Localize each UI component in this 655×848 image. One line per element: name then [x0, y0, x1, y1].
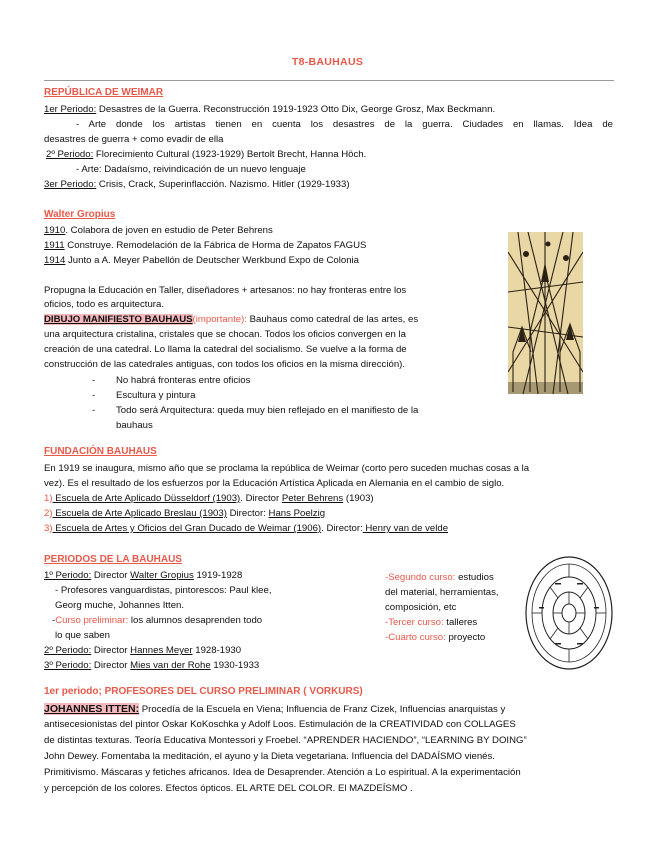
- cuarto-curso: -Cuarto curso: proyecto: [385, 632, 486, 643]
- weimar-period-1-arte-cont: desastres de guerra + como evadir de ella: [44, 134, 224, 145]
- school-2: 2) Escuela de Arte Aplicado Breslau (1903) Director: Hans Poelzig: [44, 508, 326, 519]
- gropius-heading: Walter Gropius: [44, 209, 116, 220]
- year: 1911: [44, 240, 65, 251]
- title-divider: [44, 80, 614, 81]
- page-title: T8-BAUHAUS: [291, 56, 364, 68]
- segundo-curso-cont: del material, herramientas,: [385, 587, 499, 598]
- curso-label: -Tercer curso:: [385, 617, 444, 628]
- director-name: Henry van de velde: [362, 523, 449, 534]
- itten-line-4: John Dewey. Fomentaba la meditación, el ayuno y la Dieta vegetariana. Influencia del DADAÍSMO vienés.: [44, 751, 495, 762]
- year: 1914: [44, 255, 66, 266]
- bauhaus-period-3: 3º Periodo: Director Mies van der Rohe 1930-1933: [44, 660, 260, 671]
- gropius-propugna: Propugna la Educación en Taller, diseñadores + artesanos: no hay fronteras entre los: [44, 285, 407, 296]
- period-label: 2º Periodo:: [46, 149, 94, 160]
- period-label: 1er Periodo:: [44, 104, 97, 115]
- director-name: Hans Poelzig: [268, 508, 326, 519]
- fundacion-heading: FUNDACIÓN BAUHAUS: [44, 446, 157, 457]
- segundo-curso: -Segundo curso: estudios: [385, 572, 494, 583]
- school-name: Escuela de Arte Aplicado Düsseldorf (1903): [52, 493, 241, 504]
- profesores: - Profesores vanguardistas, pintorescos: Paul klee,: [55, 585, 272, 596]
- period-text: Desastres de la Guerra. Reconstrucción 1919-1923 Otto Dix, George Grosz, Max Beckmann.: [96, 104, 496, 115]
- itten-highlight: JOHANNES ITTEN:: [44, 703, 140, 715]
- manifesto-text: Bauhaus como catedral de las artes, es: [246, 314, 419, 325]
- itten-line-3: de distintas texturas. Teoría Educativa Montessori y Froebel. “APRENDER HACIENDO”, “LEARNING BY DOING”: [44, 735, 527, 746]
- director-name: Peter Behrens: [281, 493, 344, 504]
- weimar-period-2-arte: - Arte: Dadaísmo, reivindicación de un nuevo lenguaje: [76, 164, 306, 175]
- director-name: Hannes Meyer: [130, 645, 193, 656]
- manifesto-line-4: construcción de las catedrales antiguas, con todos los oficios en la misma dirección).: [44, 359, 406, 370]
- itten-line-2: antisecesionistas del pintor Oskar KoKoschka y Adolf Loos. Estimulación de la CREATIVIDAD con COLLAGES: [44, 719, 516, 730]
- weimar-period-2: [46, 149, 366, 161]
- year-text: Junto a A. Meyer Pabellón de Deutscher Werkbund Expo de Colonia: [65, 255, 360, 266]
- curso-label: Curso preliminar:: [55, 615, 129, 626]
- list-item-cont: bauhaus: [116, 420, 153, 431]
- weimar-heading: REPÚBLICA DE WEIMAR: [44, 87, 164, 98]
- period-label: 1º Periodo:: [44, 570, 92, 581]
- gropius-1911: [44, 240, 366, 252]
- year-text: Construye. Remodelación de la Fábrica de Horma de Zapatos FAGUS: [64, 240, 367, 251]
- vorkurs-heading: 1er periodo; PROFESORES DEL CURSO PRELIMINAR ( VORKURS): [44, 686, 363, 697]
- weimar-period-1: [44, 104, 495, 116]
- manifesto-line-2: una arquitectura cristalina, cristales que se chocan. Todos los oficios convergen en la: [44, 329, 406, 340]
- curriculum-wheel-diagram: [525, 555, 613, 671]
- fundacion-intro: En 1919 se inaugura, mismo año que se proclama la república de Weimar (corto pero suceden muchas cosas a la: [44, 463, 530, 474]
- profesores-cont: Georg muche, Johannes Itten.: [55, 600, 185, 611]
- school-1: 1) Escuela de Arte Aplicado Düsseldorf (1903). Director Peter Behrens (1903): [44, 493, 374, 504]
- weimar-period-1-arte: - Arte donde los artistas tienen en cuenta los desastres de la guerra. Ciudades en llamas. Idea de: [76, 119, 613, 130]
- director-name: Mies van der Rohe: [130, 660, 211, 671]
- gropius-1914: [44, 255, 359, 267]
- weimar-period-3: [44, 179, 350, 191]
- curso-preliminar-cont: lo que saben: [55, 630, 110, 641]
- manifesto-line-1: [44, 314, 418, 326]
- tercer-curso: -Tercer curso: talleres: [385, 617, 478, 628]
- period-text: Florecimiento Cultural (1923-1929) Bertolt Brecht, Hanna Höch.: [93, 149, 367, 160]
- bauhaus-period-1: 1º Periodo: Director Walter Gropius 1919-1928: [44, 570, 243, 581]
- itten-line-6: y percepción de los colores. Efectos ópticos. EL ARTE DEL COLOR. El MAZDEÍSMO .: [44, 783, 413, 794]
- gropius-propugna-cont: oficios, todo es arquitectura.: [44, 299, 164, 310]
- school-name: Escuela de Arte Aplicado Breslau (1903): [52, 508, 227, 519]
- period-text: Crisis, Crack, Superinflacción. Nazismo. Hitler (1929-1933): [96, 179, 350, 190]
- periodos-heading: PERIODOS DE LA BAUHAUS: [44, 554, 182, 565]
- itten-line-1: JOHANNES ITTEN: Procedía de la Escuela en Viena; Influencia de Franz Cizek, Influencias anarquistas y: [44, 703, 506, 715]
- manifesto-highlight: DIBUJO MANIFIESTO BAUHAUS: [44, 314, 193, 325]
- itten-line-5: Primitivismo. Máscaras y fetiches africanos. Idea de Desaprender. Atención a Lo espiritual. A la experimentación: [44, 767, 521, 778]
- fundacion-intro-cont: vez). Es el resultado de los esfuerzos por la Educación Artística Aplicada en Alemania en el cambio de siglo.: [44, 478, 505, 489]
- manifesto-line-3: creación de una catedral. Lo llama la catedral del socialismo. Se vuelve a la forma de: [44, 344, 407, 355]
- gropius-1910: [44, 225, 273, 237]
- year: 1910: [44, 225, 66, 236]
- school-name: Escuela de Artes y Oficios del Gran Ducado de Weimar (1906): [52, 523, 322, 534]
- curso-label: -Segundo curso:: [385, 572, 456, 583]
- period-label: 3º Periodo:: [44, 660, 92, 671]
- director-name: Walter Gropius: [130, 570, 194, 581]
- cathedral-woodcut-image: [508, 232, 583, 394]
- curso-label: -Cuarto curso:: [385, 632, 446, 643]
- period-label: 3er Periodo:: [44, 179, 97, 190]
- curso-preliminar: -Curso preliminar: los alumnos desaprenden todo: [52, 615, 263, 626]
- bauhaus-period-2: 2º Periodo: Director Hannes Meyer 1928-1930: [44, 645, 242, 656]
- year-text: . Colabora de joven en estudio de Peter Behrens: [65, 225, 273, 236]
- segundo-curso-cont: composición, etc: [385, 602, 457, 613]
- school-3: 3) Escuela de Artes y Oficios del Gran Ducado de Weimar (1906). Director: Henry van de velde: [44, 523, 449, 534]
- period-label: 2º Periodo:: [44, 645, 92, 656]
- importante-label: (importante):: [192, 314, 247, 325]
